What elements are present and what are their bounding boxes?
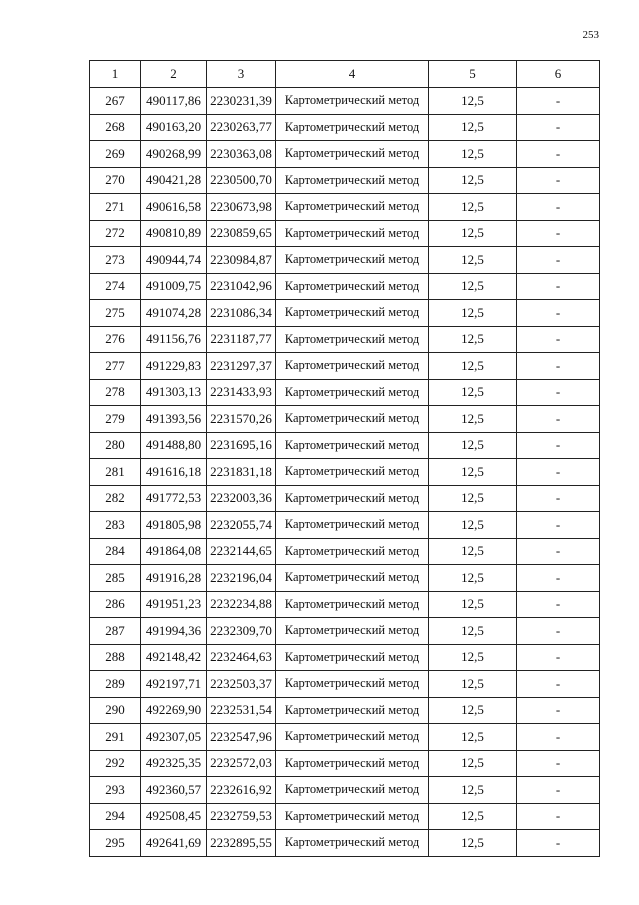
point-number-cell: 287 bbox=[90, 618, 141, 645]
x-coordinate-cell: 490163,20 bbox=[141, 114, 207, 141]
x-coordinate-cell: 492360,57 bbox=[141, 777, 207, 804]
table-row bbox=[90, 459, 600, 486]
table-row bbox=[90, 830, 600, 857]
method-cell: Картометрический метод bbox=[276, 88, 429, 115]
y-coordinate-cell: 2232572,03 bbox=[207, 750, 276, 777]
method-cell: Картометрический метод bbox=[276, 724, 429, 751]
table-row bbox=[90, 485, 600, 512]
x-coordinate-cell: 490117,86 bbox=[141, 88, 207, 115]
y-coordinate-cell: 2231695,16 bbox=[207, 432, 276, 459]
note-cell: - bbox=[517, 565, 600, 592]
point-number-cell: 275 bbox=[90, 300, 141, 327]
table-row bbox=[90, 538, 600, 565]
accuracy-cell: 12,5 bbox=[429, 618, 517, 645]
y-coordinate-cell: 2232464,63 bbox=[207, 644, 276, 671]
method-cell: Картометрический метод bbox=[276, 353, 429, 380]
method-cell: Картометрический метод bbox=[276, 750, 429, 777]
y-coordinate-cell: 2230984,87 bbox=[207, 247, 276, 274]
method-cell: Картометрический метод bbox=[276, 565, 429, 592]
point-number-cell: 270 bbox=[90, 167, 141, 194]
table-header-row bbox=[90, 61, 600, 88]
method-cell: Картометрический метод bbox=[276, 406, 429, 433]
x-coordinate-cell: 491772,53 bbox=[141, 485, 207, 512]
method-cell: Картометрический метод bbox=[276, 830, 429, 857]
accuracy-cell: 12,5 bbox=[429, 220, 517, 247]
accuracy-cell: 12,5 bbox=[429, 141, 517, 168]
note-cell: - bbox=[517, 830, 600, 857]
x-coordinate-cell: 491074,28 bbox=[141, 300, 207, 327]
point-number-cell: 294 bbox=[90, 803, 141, 830]
note-cell: - bbox=[517, 618, 600, 645]
accuracy-cell: 12,5 bbox=[429, 88, 517, 115]
point-number-cell: 277 bbox=[90, 353, 141, 380]
table-row bbox=[90, 671, 600, 698]
accuracy-cell: 12,5 bbox=[429, 273, 517, 300]
table-row bbox=[90, 724, 600, 751]
table-row bbox=[90, 141, 600, 168]
point-number-cell: 267 bbox=[90, 88, 141, 115]
method-cell: Картометрический метод bbox=[276, 644, 429, 671]
table-row bbox=[90, 697, 600, 724]
x-coordinate-cell: 492641,69 bbox=[141, 830, 207, 857]
accuracy-cell: 12,5 bbox=[429, 247, 517, 274]
x-coordinate-cell: 491009,75 bbox=[141, 273, 207, 300]
header-cell-col1: 1 bbox=[90, 61, 141, 88]
table-row bbox=[90, 406, 600, 433]
point-number-cell: 290 bbox=[90, 697, 141, 724]
note-cell: - bbox=[517, 671, 600, 698]
table-row bbox=[90, 114, 600, 141]
method-cell: Картометрический метод bbox=[276, 379, 429, 406]
point-number-cell: 295 bbox=[90, 830, 141, 857]
accuracy-cell: 12,5 bbox=[429, 406, 517, 433]
method-cell: Картометрический метод bbox=[276, 459, 429, 486]
table-row bbox=[90, 803, 600, 830]
accuracy-cell: 12,5 bbox=[429, 565, 517, 592]
point-number-cell: 274 bbox=[90, 273, 141, 300]
accuracy-cell: 12,5 bbox=[429, 512, 517, 539]
x-coordinate-cell: 492269,90 bbox=[141, 697, 207, 724]
y-coordinate-cell: 2230231,39 bbox=[207, 88, 276, 115]
note-cell: - bbox=[517, 353, 600, 380]
note-cell: - bbox=[517, 777, 600, 804]
table-row bbox=[90, 194, 600, 221]
accuracy-cell: 12,5 bbox=[429, 538, 517, 565]
x-coordinate-cell: 492307,05 bbox=[141, 724, 207, 751]
note-cell: - bbox=[517, 644, 600, 671]
point-number-cell: 273 bbox=[90, 247, 141, 274]
table-row bbox=[90, 353, 600, 380]
y-coordinate-cell: 2231570,26 bbox=[207, 406, 276, 433]
y-coordinate-cell: 2230673,98 bbox=[207, 194, 276, 221]
accuracy-cell: 12,5 bbox=[429, 750, 517, 777]
y-coordinate-cell: 2232234,88 bbox=[207, 591, 276, 618]
x-coordinate-cell: 492148,42 bbox=[141, 644, 207, 671]
method-cell: Картометрический метод bbox=[276, 485, 429, 512]
y-coordinate-cell: 2231297,37 bbox=[207, 353, 276, 380]
point-number-cell: 272 bbox=[90, 220, 141, 247]
header-cell-col4: 4 bbox=[276, 61, 429, 88]
x-coordinate-cell: 490944,74 bbox=[141, 247, 207, 274]
method-cell: Картометрический метод bbox=[276, 194, 429, 221]
accuracy-cell: 12,5 bbox=[429, 379, 517, 406]
table-row bbox=[90, 591, 600, 618]
method-cell: Картометрический метод bbox=[276, 141, 429, 168]
accuracy-cell: 12,5 bbox=[429, 300, 517, 327]
table-row bbox=[90, 432, 600, 459]
point-number-cell: 284 bbox=[90, 538, 141, 565]
point-number-cell: 282 bbox=[90, 485, 141, 512]
method-cell: Картометрический метод bbox=[276, 326, 429, 353]
note-cell: - bbox=[517, 406, 600, 433]
table-row bbox=[90, 247, 600, 274]
x-coordinate-cell: 492325,35 bbox=[141, 750, 207, 777]
method-cell: Картометрический метод bbox=[276, 538, 429, 565]
note-cell: - bbox=[517, 141, 600, 168]
header-cell-col5: 5 bbox=[429, 61, 517, 88]
note-cell: - bbox=[517, 724, 600, 751]
accuracy-cell: 12,5 bbox=[429, 114, 517, 141]
accuracy-cell: 12,5 bbox=[429, 591, 517, 618]
y-coordinate-cell: 2232003,36 bbox=[207, 485, 276, 512]
note-cell: - bbox=[517, 459, 600, 486]
accuracy-cell: 12,5 bbox=[429, 830, 517, 857]
header-cell-col2: 2 bbox=[141, 61, 207, 88]
y-coordinate-cell: 2232616,92 bbox=[207, 777, 276, 804]
table-row bbox=[90, 379, 600, 406]
note-cell: - bbox=[517, 485, 600, 512]
table-row bbox=[90, 750, 600, 777]
point-number-cell: 280 bbox=[90, 432, 141, 459]
table-row bbox=[90, 512, 600, 539]
note-cell: - bbox=[517, 220, 600, 247]
point-number-cell: 292 bbox=[90, 750, 141, 777]
point-number-cell: 276 bbox=[90, 326, 141, 353]
point-number-cell: 283 bbox=[90, 512, 141, 539]
note-cell: - bbox=[517, 114, 600, 141]
accuracy-cell: 12,5 bbox=[429, 167, 517, 194]
method-cell: Картометрический метод bbox=[276, 247, 429, 274]
x-coordinate-cell: 490421,28 bbox=[141, 167, 207, 194]
accuracy-cell: 12,5 bbox=[429, 803, 517, 830]
y-coordinate-cell: 2230500,70 bbox=[207, 167, 276, 194]
point-number-cell: 269 bbox=[90, 141, 141, 168]
x-coordinate-cell: 491916,28 bbox=[141, 565, 207, 592]
note-cell: - bbox=[517, 273, 600, 300]
x-coordinate-cell: 491393,56 bbox=[141, 406, 207, 433]
x-coordinate-cell: 491864,08 bbox=[141, 538, 207, 565]
y-coordinate-cell: 2232531,54 bbox=[207, 697, 276, 724]
coordinates-table bbox=[89, 60, 600, 857]
point-number-cell: 268 bbox=[90, 114, 141, 141]
header-cell-col6: 6 bbox=[517, 61, 600, 88]
point-number-cell: 289 bbox=[90, 671, 141, 698]
method-cell: Картометрический метод bbox=[276, 671, 429, 698]
method-cell: Картометрический метод bbox=[276, 220, 429, 247]
header-cell-col3: 3 bbox=[207, 61, 276, 88]
y-coordinate-cell: 2231042,96 bbox=[207, 273, 276, 300]
point-number-cell: 271 bbox=[90, 194, 141, 221]
x-coordinate-cell: 491951,23 bbox=[141, 591, 207, 618]
accuracy-cell: 12,5 bbox=[429, 194, 517, 221]
x-coordinate-cell: 491994,36 bbox=[141, 618, 207, 645]
point-number-cell: 286 bbox=[90, 591, 141, 618]
accuracy-cell: 12,5 bbox=[429, 353, 517, 380]
y-coordinate-cell: 2232895,55 bbox=[207, 830, 276, 857]
table-row bbox=[90, 273, 600, 300]
method-cell: Картометрический метод bbox=[276, 803, 429, 830]
point-number-cell: 288 bbox=[90, 644, 141, 671]
note-cell: - bbox=[517, 194, 600, 221]
method-cell: Картометрический метод bbox=[276, 167, 429, 194]
note-cell: - bbox=[517, 300, 600, 327]
note-cell: - bbox=[517, 697, 600, 724]
x-coordinate-cell: 491805,98 bbox=[141, 512, 207, 539]
accuracy-cell: 12,5 bbox=[429, 326, 517, 353]
y-coordinate-cell: 2231831,18 bbox=[207, 459, 276, 486]
page-number: 253 bbox=[582, 29, 599, 41]
note-cell: - bbox=[517, 538, 600, 565]
x-coordinate-cell: 491488,80 bbox=[141, 432, 207, 459]
note-cell: - bbox=[517, 512, 600, 539]
y-coordinate-cell: 2232196,04 bbox=[207, 565, 276, 592]
point-number-cell: 285 bbox=[90, 565, 141, 592]
table-row bbox=[90, 220, 600, 247]
note-cell: - bbox=[517, 379, 600, 406]
note-cell: - bbox=[517, 247, 600, 274]
y-coordinate-cell: 2230363,08 bbox=[207, 141, 276, 168]
accuracy-cell: 12,5 bbox=[429, 459, 517, 486]
method-cell: Картометрический метод bbox=[276, 618, 429, 645]
table-row bbox=[90, 777, 600, 804]
table-row bbox=[90, 644, 600, 671]
method-cell: Картометрический метод bbox=[276, 777, 429, 804]
accuracy-cell: 12,5 bbox=[429, 485, 517, 512]
accuracy-cell: 12,5 bbox=[429, 644, 517, 671]
x-coordinate-cell: 491229,83 bbox=[141, 353, 207, 380]
accuracy-cell: 12,5 bbox=[429, 777, 517, 804]
point-number-cell: 279 bbox=[90, 406, 141, 433]
point-number-cell: 291 bbox=[90, 724, 141, 751]
y-coordinate-cell: 2232503,37 bbox=[207, 671, 276, 698]
point-number-cell: 281 bbox=[90, 459, 141, 486]
table-row bbox=[90, 326, 600, 353]
y-coordinate-cell: 2232144,65 bbox=[207, 538, 276, 565]
method-cell: Картометрический метод bbox=[276, 273, 429, 300]
table-row bbox=[90, 88, 600, 115]
note-cell: - bbox=[517, 88, 600, 115]
method-cell: Картометрический метод bbox=[276, 697, 429, 724]
y-coordinate-cell: 2231187,77 bbox=[207, 326, 276, 353]
accuracy-cell: 12,5 bbox=[429, 432, 517, 459]
y-coordinate-cell: 2232759,53 bbox=[207, 803, 276, 830]
accuracy-cell: 12,5 bbox=[429, 724, 517, 751]
method-cell: Картометрический метод bbox=[276, 512, 429, 539]
table-row bbox=[90, 565, 600, 592]
accuracy-cell: 12,5 bbox=[429, 697, 517, 724]
point-number-cell: 293 bbox=[90, 777, 141, 804]
x-coordinate-cell: 491616,18 bbox=[141, 459, 207, 486]
method-cell: Картометрический метод bbox=[276, 300, 429, 327]
y-coordinate-cell: 2231433,93 bbox=[207, 379, 276, 406]
method-cell: Картометрический метод bbox=[276, 432, 429, 459]
point-number-cell: 278 bbox=[90, 379, 141, 406]
method-cell: Картометрический метод bbox=[276, 114, 429, 141]
table-row bbox=[90, 167, 600, 194]
y-coordinate-cell: 2232309,70 bbox=[207, 618, 276, 645]
y-coordinate-cell: 2232055,74 bbox=[207, 512, 276, 539]
x-coordinate-cell: 492508,45 bbox=[141, 803, 207, 830]
x-coordinate-cell: 490268,99 bbox=[141, 141, 207, 168]
note-cell: - bbox=[517, 803, 600, 830]
accuracy-cell: 12,5 bbox=[429, 671, 517, 698]
y-coordinate-cell: 2232547,96 bbox=[207, 724, 276, 751]
y-coordinate-cell: 2231086,34 bbox=[207, 300, 276, 327]
note-cell: - bbox=[517, 326, 600, 353]
note-cell: - bbox=[517, 750, 600, 777]
table-row bbox=[90, 300, 600, 327]
method-cell: Картометрический метод bbox=[276, 591, 429, 618]
note-cell: - bbox=[517, 167, 600, 194]
table-row bbox=[90, 618, 600, 645]
x-coordinate-cell: 492197,71 bbox=[141, 671, 207, 698]
table-body bbox=[90, 61, 600, 857]
y-coordinate-cell: 2230263,77 bbox=[207, 114, 276, 141]
x-coordinate-cell: 491303,13 bbox=[141, 379, 207, 406]
note-cell: - bbox=[517, 591, 600, 618]
x-coordinate-cell: 490616,58 bbox=[141, 194, 207, 221]
note-cell: - bbox=[517, 432, 600, 459]
x-coordinate-cell: 491156,76 bbox=[141, 326, 207, 353]
x-coordinate-cell: 490810,89 bbox=[141, 220, 207, 247]
y-coordinate-cell: 2230859,65 bbox=[207, 220, 276, 247]
